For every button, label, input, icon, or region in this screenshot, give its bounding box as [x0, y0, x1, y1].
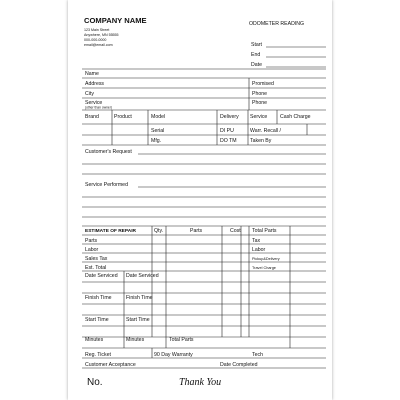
company-street: 123 Main Street	[84, 28, 110, 32]
label-start-time-2: Start Time	[126, 317, 150, 323]
label-est-labor: Labor	[85, 247, 99, 253]
label-finish-time-1: Finish Time	[85, 295, 112, 301]
label-date-serviced-2: Date Serviced	[126, 273, 159, 279]
label-tech: Tech	[252, 352, 263, 358]
label-customer-acceptance: Customer Acceptance	[85, 362, 136, 368]
odometer-end: End	[251, 52, 261, 58]
label-phone-1: Phone	[252, 91, 268, 97]
label-finish-time-2: Finish Time	[126, 295, 153, 301]
label-estimate: ESTIMATE OF REPAIR	[85, 229, 136, 234]
repair-order-form	[68, 0, 332, 400]
label-promised: Promised	[252, 81, 274, 87]
col-model: Model	[151, 114, 166, 120]
label-taken-by: Taken By	[250, 138, 272, 144]
label-service-performed: Service Performed	[85, 182, 128, 188]
label-est-sales-tax: Sales Tax	[85, 256, 108, 262]
label-di-pu: DI PU	[220, 128, 234, 134]
col-cost: Cost	[230, 228, 241, 234]
company-phone: 000-000-0000	[84, 38, 107, 42]
label-city: City	[85, 91, 94, 97]
label-do-tm: DO TM	[220, 138, 237, 144]
label-address: Address	[85, 81, 105, 87]
col-qty: Qty.	[154, 228, 164, 234]
company-name: COMPANY NAME	[84, 16, 147, 25]
thank-you-text: Thank You	[179, 377, 222, 388]
company-email: email@email.com	[84, 43, 113, 47]
label-travel-charge: Travel Charge	[252, 266, 276, 270]
company-city: Anywhere, MN 55555	[84, 33, 119, 37]
col-total-parts: Total Parts	[252, 228, 277, 234]
form-grid	[68, 0, 332, 400]
label-labor: Labor	[252, 247, 266, 253]
col-cash-charge: Cash Charge	[280, 114, 311, 120]
label-pickup-delivery: Pickup&Delivery	[252, 257, 280, 261]
col-product: Product	[114, 114, 132, 120]
label-phone-2: Phone	[252, 100, 268, 106]
label-warranty: 90 Day Warranty	[154, 352, 193, 358]
col-parts: Parts	[190, 228, 203, 234]
label-reg-ticket: Reg. Ticket	[85, 352, 111, 358]
label-serial: Serial	[151, 128, 165, 134]
label-start-time-1: Start Time	[85, 317, 109, 323]
label-date-completed: Date Completed	[220, 362, 258, 368]
odometer-title: ODOMETER READING	[249, 21, 305, 27]
odometer-date: Date	[251, 62, 262, 68]
label-name: Name	[85, 71, 99, 77]
label-date-serviced-1: Date Serviced	[85, 273, 118, 279]
label-customers-request: Customer's Request	[85, 149, 132, 155]
label-total-parts-bottom: Total Parts	[169, 337, 194, 343]
label-est-parts: Parts	[85, 238, 98, 244]
col-service: Service	[250, 114, 268, 120]
label-tax: Tax	[252, 238, 261, 244]
label-warr-recall: Warr. Recall /	[250, 128, 281, 134]
odometer-start: Start	[251, 42, 262, 48]
label-minutes-1: Minutes	[85, 337, 104, 343]
label-service: Service	[85, 100, 103, 106]
label-mfg: Mfg.	[151, 138, 162, 144]
label-order-no: No.	[87, 377, 103, 388]
col-brand: Brand	[85, 114, 99, 120]
label-est-total: Est. Total	[85, 265, 107, 271]
label-minutes-2: Minutes	[126, 337, 145, 343]
col-delivery: Delivery	[220, 114, 239, 120]
label-service-note: (other than owner)	[85, 105, 112, 110]
